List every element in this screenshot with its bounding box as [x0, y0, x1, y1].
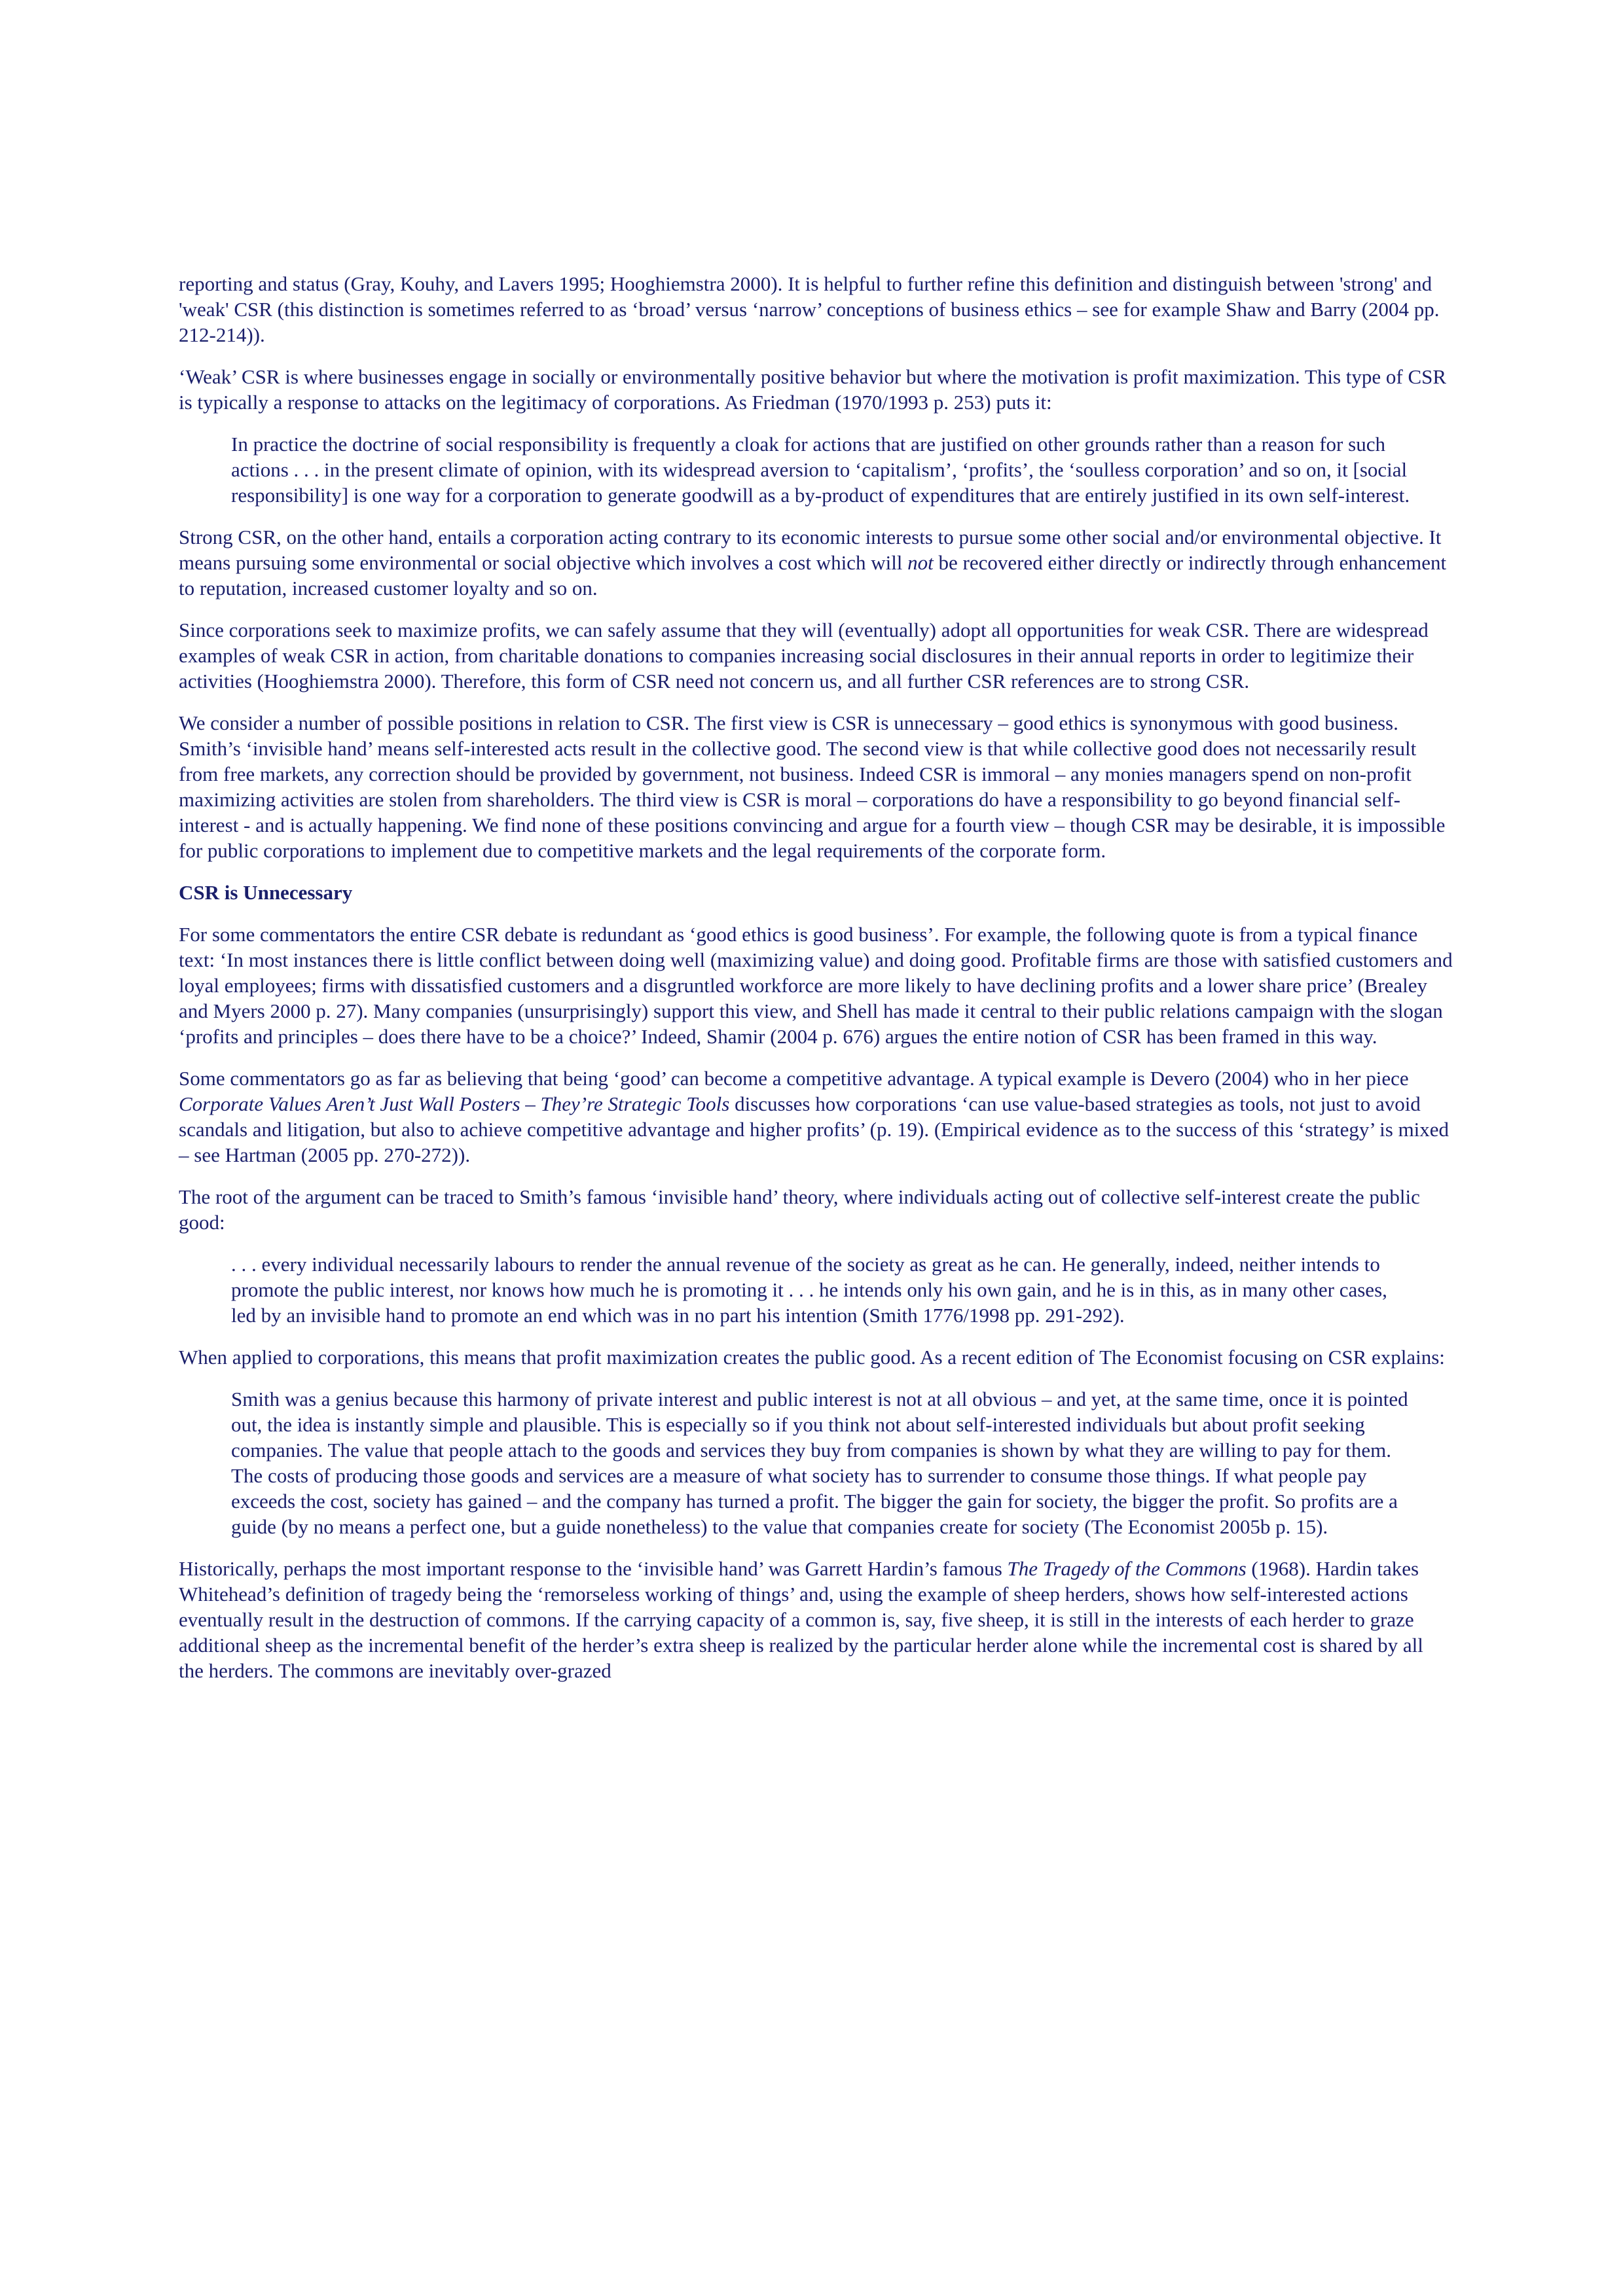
paragraph-competitive-advantage — [179, 1066, 1453, 1168]
paragraph-invisible-hand-root: The root of the argument can be traced to Smith’s famous ‘invisible hand’ theory, where individuals acting out of collective self-interest create the public good: — [179, 1185, 1420, 1234]
text-segment: discusses how corporations ‘can use value-based strategies as tools, not just to avoid scandals and litigation, but also to achieve competitive advantage and higher profits’ (p. 19). (Empirical evidence as to the success of this ‘strategy’ is mixed – see Hartman (2005 pp. 270-272)). — [179, 1092, 1450, 1166]
paragraph-weak-csr-examples: Since corporations seek to maximize profits, we can safely assume that they will (eventually) adopt all opportunities for weak CSR. There are widespread examples of weak CSR in action, from charitable donations to companies increasing social disclosures in their annual reports in order to legitimize their activities (Hooghiemstra 2000). Therefore, this form of CSR need not concern us, and all further CSR references are to strong CSR. — [179, 619, 1429, 692]
text-segment-italic: Corporate Values Aren’t Just Wall Posters – They’re Strategic Tools — [179, 1092, 730, 1115]
text-segment: (1968). Hardin takes Whitehead’s definition of tragedy being the ‘remorseless working of things’ and, using the example of sheep herders, shows how self-interested actions eventually result in the destruction of commons. If the carrying capacity of a common is, say, five sheep, it is still in the interests of each herder to graze additional sheep as the incremental benefit of the herder’s extra sheep is realized by the particular herder alone while the incremental cost is shared by all the herders. The commons are inevitably over-grazed — [179, 1557, 1423, 1682]
paragraph-economist-intro: When applied to corporations, this means that profit maximization creates the public good. As a recent edition of The Economist focusing on CSR explains: — [179, 1346, 1445, 1369]
paragraph-positions: We consider a number of possible positions in relation to CSR. The first view is CSR is unnecessary – good ethics is synonymous with good business. Smith’s ‘invisible hand’ means self-interested acts result in the collective good. The second view is that while collective good does not necessarily result from free markets, any correction should be provided by government, not business. Indeed CSR is immoral – any monies managers spend on non-profit maximizing activities are stolen from shareholders. The third view is CSR is moral – corporations do have a responsibility to go beyond financial self-interest - and is actually happening. We find none of these positions convincing and argue for a fourth view – though CSR may be desirable, it is impossible for public corporations to implement due to competitive markets and the legal requirements of the corporate form. — [179, 711, 1446, 862]
paragraph-definition-refinement: reporting and status (Gray, Kouhy, and Lavers 1995; Hooghiemstra 2000). It is helpful to further refine this definition and distinguish between 'strong' and 'weak' CSR (this distinction is sometimes referred to as ‘broad’ versus ‘narrow’ conceptions of business ethics – see for example Shaw and Barry (2004 pp. 212-214)). — [179, 272, 1440, 346]
block-quote-economist: Smith was a genius because this harmony of private interest and public interest is not at all obvious – and yet, at the same time, once it is pointed out, the idea is instantly simple and plausible. This is especially so if you think not about self-interested individuals but about profit seeking companies. The value that people attach to the goods and services they buy from companies is shown by what they are willing to pay for them. The costs of producing those goods and services are a measure of what society has to surrender to consume those things. If what people pay exceeds the cost, society has gained – and the company has turned a profit. The bigger the gain for society, the bigger the profit. So profits are a guide (by no means a perfect one, but a guide nonetheless) to the value that companies create for society (The Economist 2005b p. 15). — [231, 1388, 1408, 1538]
text-segment: be recovered either directly or indirectly through enhancement to reputation, increased customer loyalty and so on. — [179, 551, 1447, 600]
section-heading-csr-unnecessary: CSR is Unnecessary — [179, 881, 353, 904]
paragraph-tragedy-commons — [179, 1556, 1453, 1683]
block-quote-friedman: In practice the doctrine of social responsibility is frequently a cloak for actions that are justified on other grounds rather than a reason for such actions . . . in the present climate of opinion, with its widespread aversion to ‘capitalism’, ‘profits’, the ‘soulless corporation’ and so on, it [social responsibility] is one way for a corporation to generate goodwill as a by-product of expenditures that are entirely justified in its own self-interest. — [231, 433, 1410, 507]
paragraph-weak-csr: ‘Weak’ CSR is where businesses engage in socially or environmentally positive behavior but where the motivation is profit maximization. This type of CSR is typically a response to attacks on the legitimacy of corporations. As Friedman (1970/1993 p. 253) puts it: — [179, 365, 1447, 414]
text-segment-italic: The Tragedy of the Commons — [1007, 1557, 1247, 1580]
text-segment: Some commentators go as far as believing that being ‘good’ can become a competitive advantage. A typical example is Devero (2004) who in her piece — [179, 1067, 1409, 1090]
document-page — [179, 271, 1453, 1700]
text-segment-italic: not — [907, 551, 934, 574]
paragraph-good-ethics: For some commentators the entire CSR debate is redundant as ‘good ethics is good business’. For example, the following quote is from a typical finance text: ‘In most instances there is little conflict between doing well (maximizing value) and doing good. Profitable firms are those with satisfied customers and loyal employees; firms with dissatisfied customers and a disgruntled workforce are more likely to have declining profits and a lower share price’ (Brealey and Myers 2000 p. 27). Many companies (unsurprisingly) support this view, and Shell has made it central to their public relations campaign with the slogan ‘profits and principles – does there have to be a choice?’ Indeed, Shamir (2004 p. 676) argues the entire notion of CSR has been framed in this way. — [179, 923, 1453, 1048]
block-quote-smith: . . . every individual necessarily labours to render the annual revenue of the society as great as he can. He generally, indeed, neither intends to promote the public interest, nor knows how much he is promoting it . . . he intends only his own gain, and he is in this, as in many other cases, led by an invisible hand to promote an end which was in no part his intention (Smith 1776/1998 pp. 291-292). — [231, 1253, 1387, 1327]
text-segment: Strong CSR, on the other hand, entails a corporation acting contrary to its economic interests to pursue some other social and/or environmental objective. It means pursuing some environmental or social objective which involves a cost which will — [179, 526, 1442, 574]
paragraph-strong-csr — [179, 524, 1453, 601]
text-segment: Historically, perhaps the most important response to the ‘invisible hand’ was Garrett Hardin’s famous — [179, 1557, 1008, 1580]
